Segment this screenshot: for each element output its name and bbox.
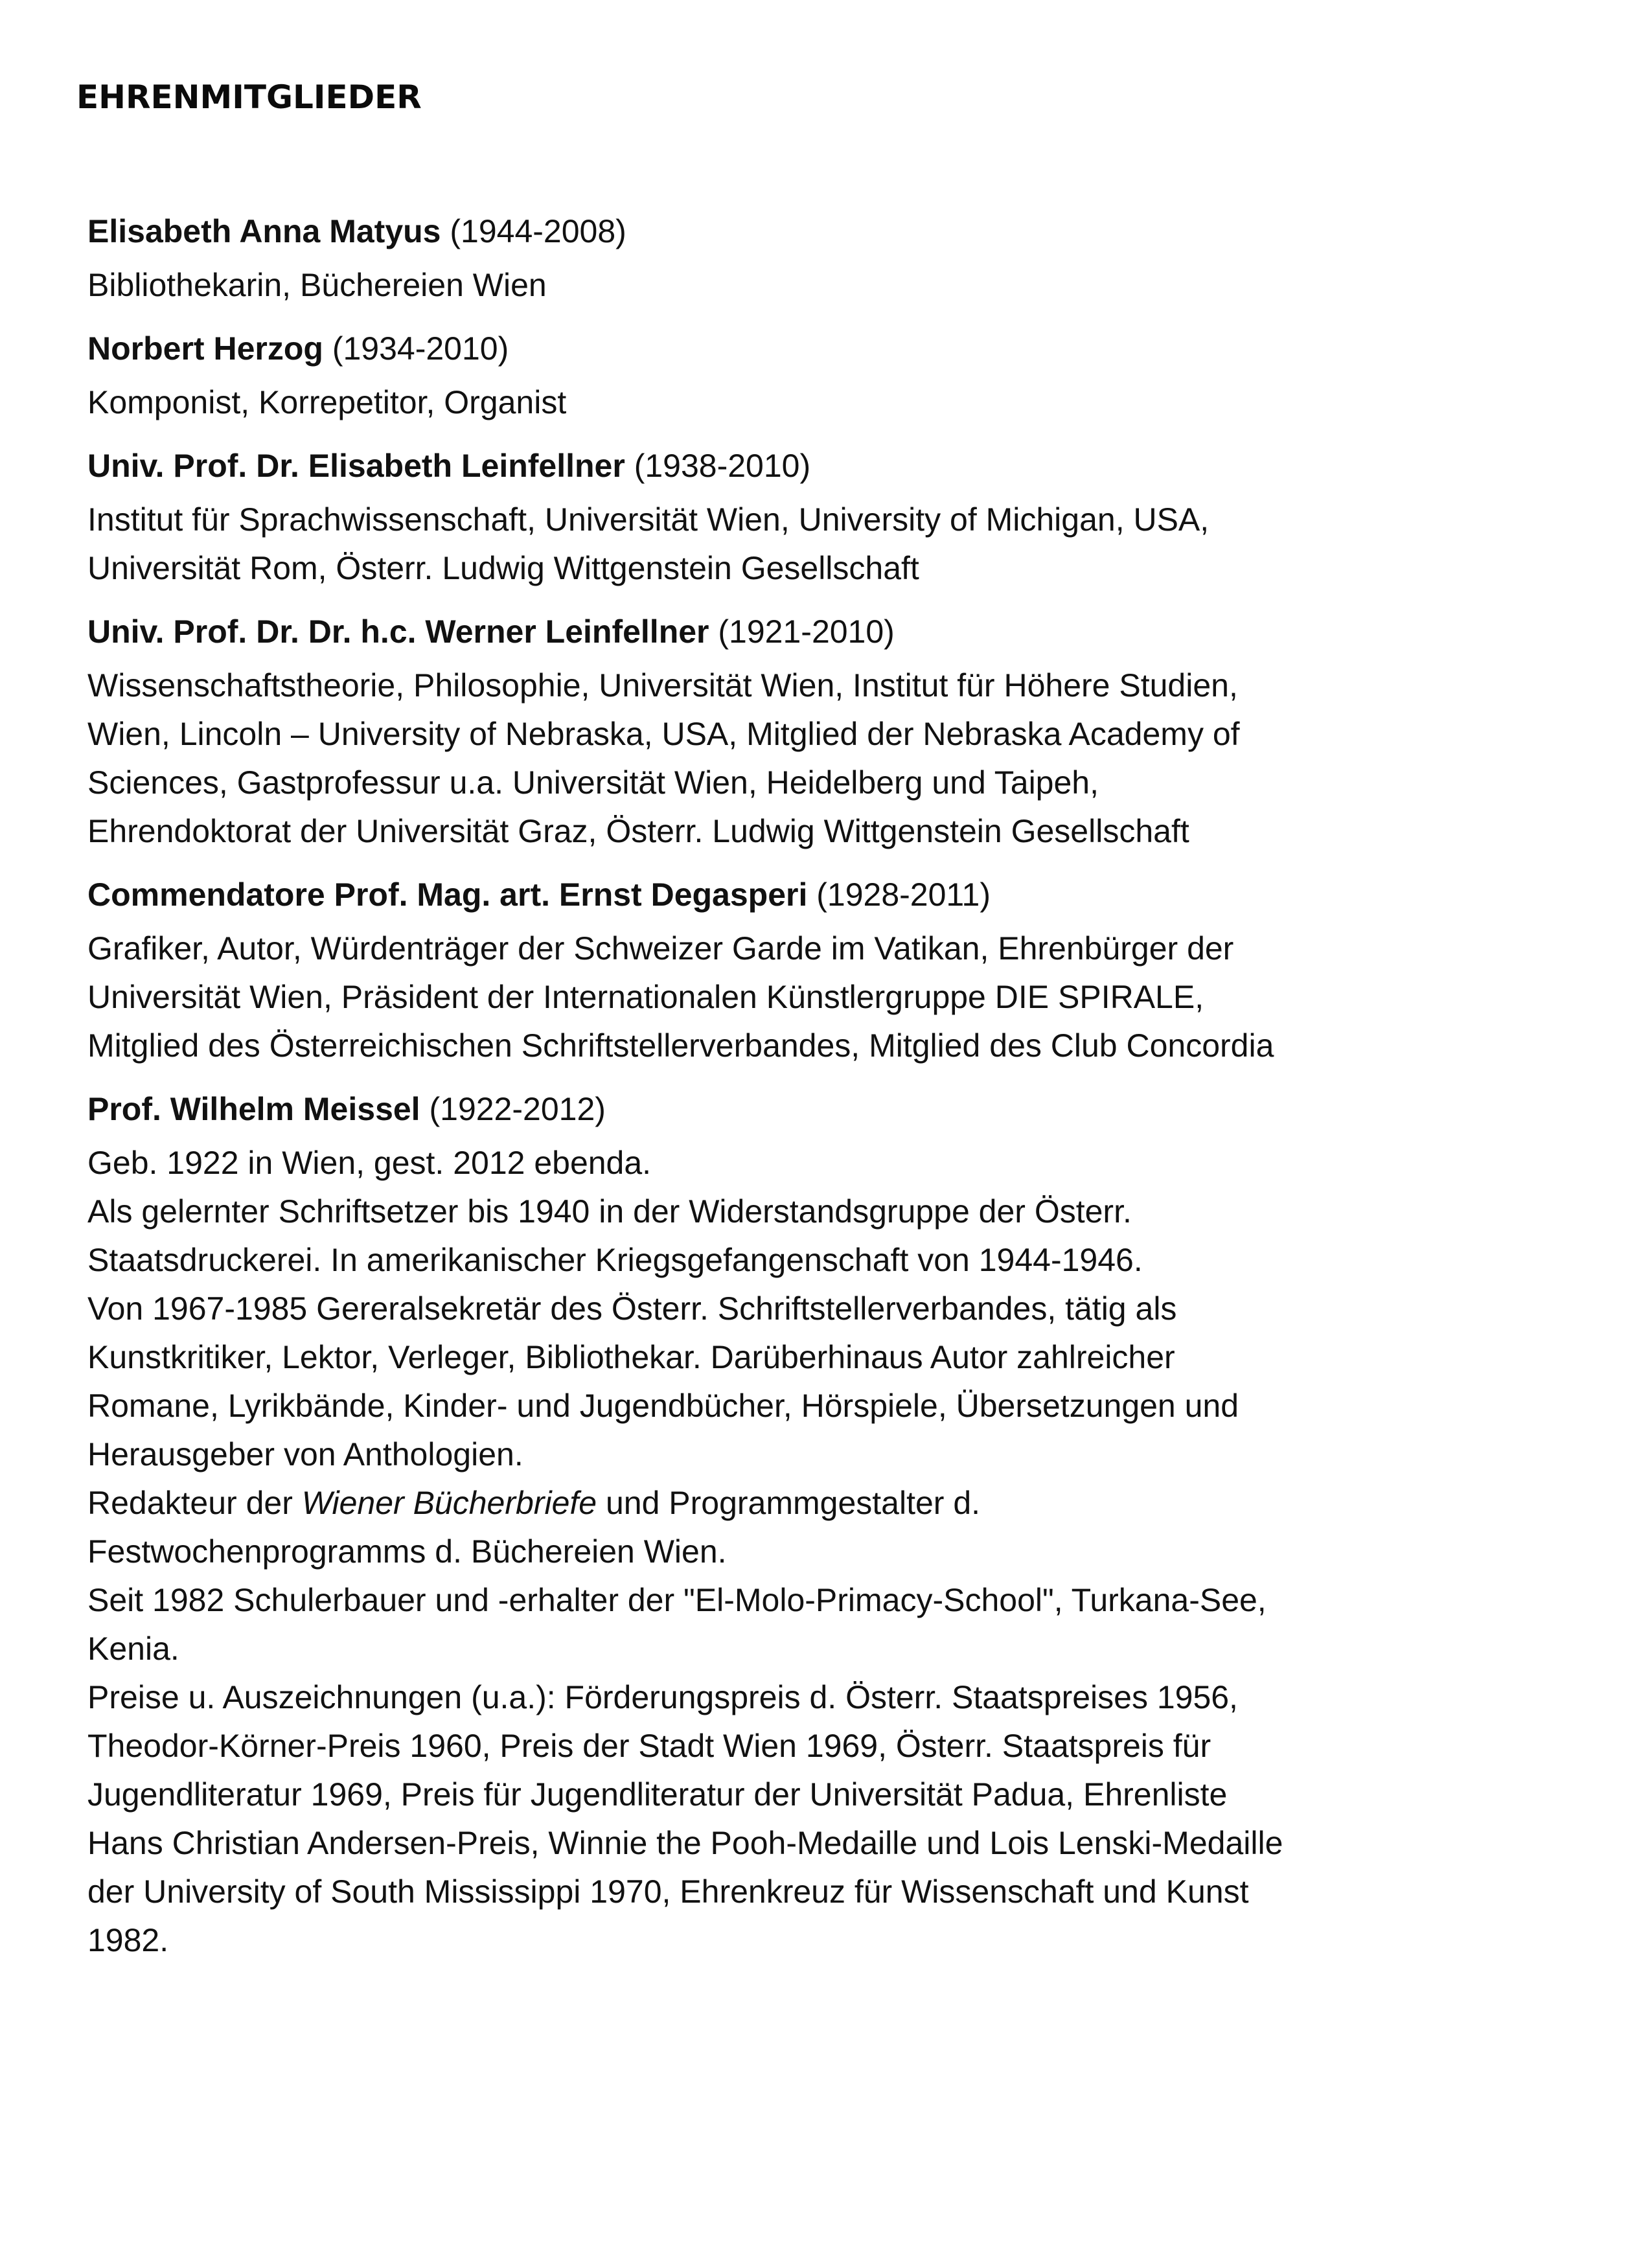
description-line: Jugendliteratur 1969, Preis für Jugendliteratur der Universität Padua, Ehrenliste [87, 1776, 1228, 1813]
description-line: der University of South Mississippi 1970, Ehrenkreuz für Wissenschaft und Kunst [87, 1873, 1249, 1910]
member-name: Prof. Wilhelm Meissel [87, 1091, 420, 1127]
member-name: Univ. Prof. Dr. Elisabeth Leinfellner [87, 448, 625, 484]
description-line: Herausgeber von Anthologien. [87, 1436, 523, 1472]
member-name-line [87, 1085, 1539, 1134]
description-line: Universität Rom, Österr. Ludwig Wittgenstein Gesellschaft [87, 550, 919, 586]
description-line: Seit 1982 Schulerbauer und -erhalter der "El-Molo-Primacy-School", Turkana-See, [87, 1582, 1267, 1618]
member-name-line [87, 207, 1539, 256]
member-entry [87, 207, 1539, 310]
description-line: 1982. [87, 1922, 169, 1958]
description-line: Sciences, Gastprofessur u.a. Universität Wien, Heidelberg und Taipeh, [87, 764, 1099, 801]
description-line: Kunstkritiker, Lektor, Verleger, Bibliothekar. Darüberhinaus Autor zahlreicher [87, 1339, 1175, 1375]
member-entry [87, 1085, 1539, 1965]
description-line: Universität Wien, Präsident der Internationalen Künstlergruppe DIE SPIRALE, [87, 979, 1204, 1015]
description-line-editor [87, 1479, 1539, 1528]
description-line: Wien, Lincoln – University of Nebraska, USA, Mitglied der Nebraska Academy of [87, 716, 1240, 752]
description-line: Komponist, Korrepetitor, Organist [87, 384, 567, 420]
member-entry [87, 442, 1539, 593]
member-years: (1938-2010) [634, 448, 811, 484]
description-line: Staatsdruckerei. In amerikanischer Kriegsgefangenschaft von 1944-1946. [87, 1242, 1143, 1278]
member-entry [87, 608, 1539, 856]
description-line: Mitglied des Österreichischen Schriftstellerverbandes, Mitglied des Club Concordia [87, 1027, 1274, 1064]
description-line: Geb. 1922 in Wien, gest. 2012 ebenda. [87, 1145, 652, 1181]
description-line: Romane, Lyrikbände, Kinder- und Jugendbücher, Hörspiele, Übersetzungen und [87, 1388, 1239, 1424]
member-description [87, 661, 1539, 856]
member-entry [87, 871, 1539, 1070]
description-line: Preise u. Auszeichnungen (u.a.): Förderungspreis d. Österr. Staatspreises 1956, [87, 1679, 1238, 1715]
member-name: Commendatore Prof. Mag. art. Ernst Degasperi [87, 876, 808, 913]
member-name: Norbert Herzog [87, 330, 323, 367]
member-name: Elisabeth Anna Matyus [87, 213, 441, 249]
member-years: (1921-2010) [718, 613, 895, 650]
member-description [87, 1139, 1539, 1965]
member-years: (1944-2008) [450, 213, 626, 249]
description-line: Hans Christian Andersen-Preis, Winnie the Pooh-Medaille und Lois Lenski-Medaille [87, 1825, 1283, 1861]
member-name: Univ. Prof. Dr. Dr. h.c. Werner Leinfellner [87, 613, 709, 650]
description-line: Theodor-Körner-Preis 1960, Preis der Stadt Wien 1969, Österr. Staatspreis für [87, 1728, 1211, 1764]
member-name-line [87, 608, 1539, 656]
description-line: Institut für Sprachwissenschaft, Universität Wien, University of Michigan, USA, [87, 501, 1210, 538]
member-description [87, 378, 1539, 427]
member-name-line [87, 325, 1539, 373]
editor-text-after: und Programmgestalter d. [597, 1485, 981, 1521]
member-name-line [87, 442, 1539, 490]
member-years: (1934-2010) [332, 330, 509, 367]
publication-title: Wiener Bücherbriefe [301, 1485, 597, 1521]
description-line: Von 1967-1985 Gereralsekretär des Österr. Schriftstellerverbandes, tätig als [87, 1290, 1177, 1327]
member-description [87, 924, 1539, 1070]
member-years: (1928-2011) [816, 876, 991, 913]
member-description [87, 496, 1539, 593]
member-description [87, 261, 1539, 310]
description-line: Als gelernter Schriftsetzer bis 1940 in der Widerstandsgruppe der Österr. [87, 1193, 1132, 1230]
member-entry [87, 325, 1539, 427]
page-heading: EHRENMITGLIEDER [76, 78, 422, 116]
description-line: Bibliothekarin, Büchereien Wien [87, 267, 547, 303]
member-years: (1922-2012) [429, 1091, 606, 1127]
editor-text-before: Redakteur der [87, 1485, 302, 1521]
member-name-line [87, 871, 1539, 919]
description-line: Wissenschaftstheorie, Philosophie, Universität Wien, Institut für Höhere Studien, [87, 667, 1238, 704]
description-line: Festwochenprogramms d. Büchereien Wien. [87, 1533, 727, 1570]
description-line: Grafiker, Autor, Würdenträger der Schweizer Garde im Vatikan, Ehrenbürger der [87, 930, 1234, 967]
description-line: Kenia. [87, 1631, 179, 1667]
members-list [87, 207, 1539, 1980]
description-line: Ehrendoktorat der Universität Graz, Österr. Ludwig Wittgenstein Gesellschaft [87, 813, 1189, 849]
